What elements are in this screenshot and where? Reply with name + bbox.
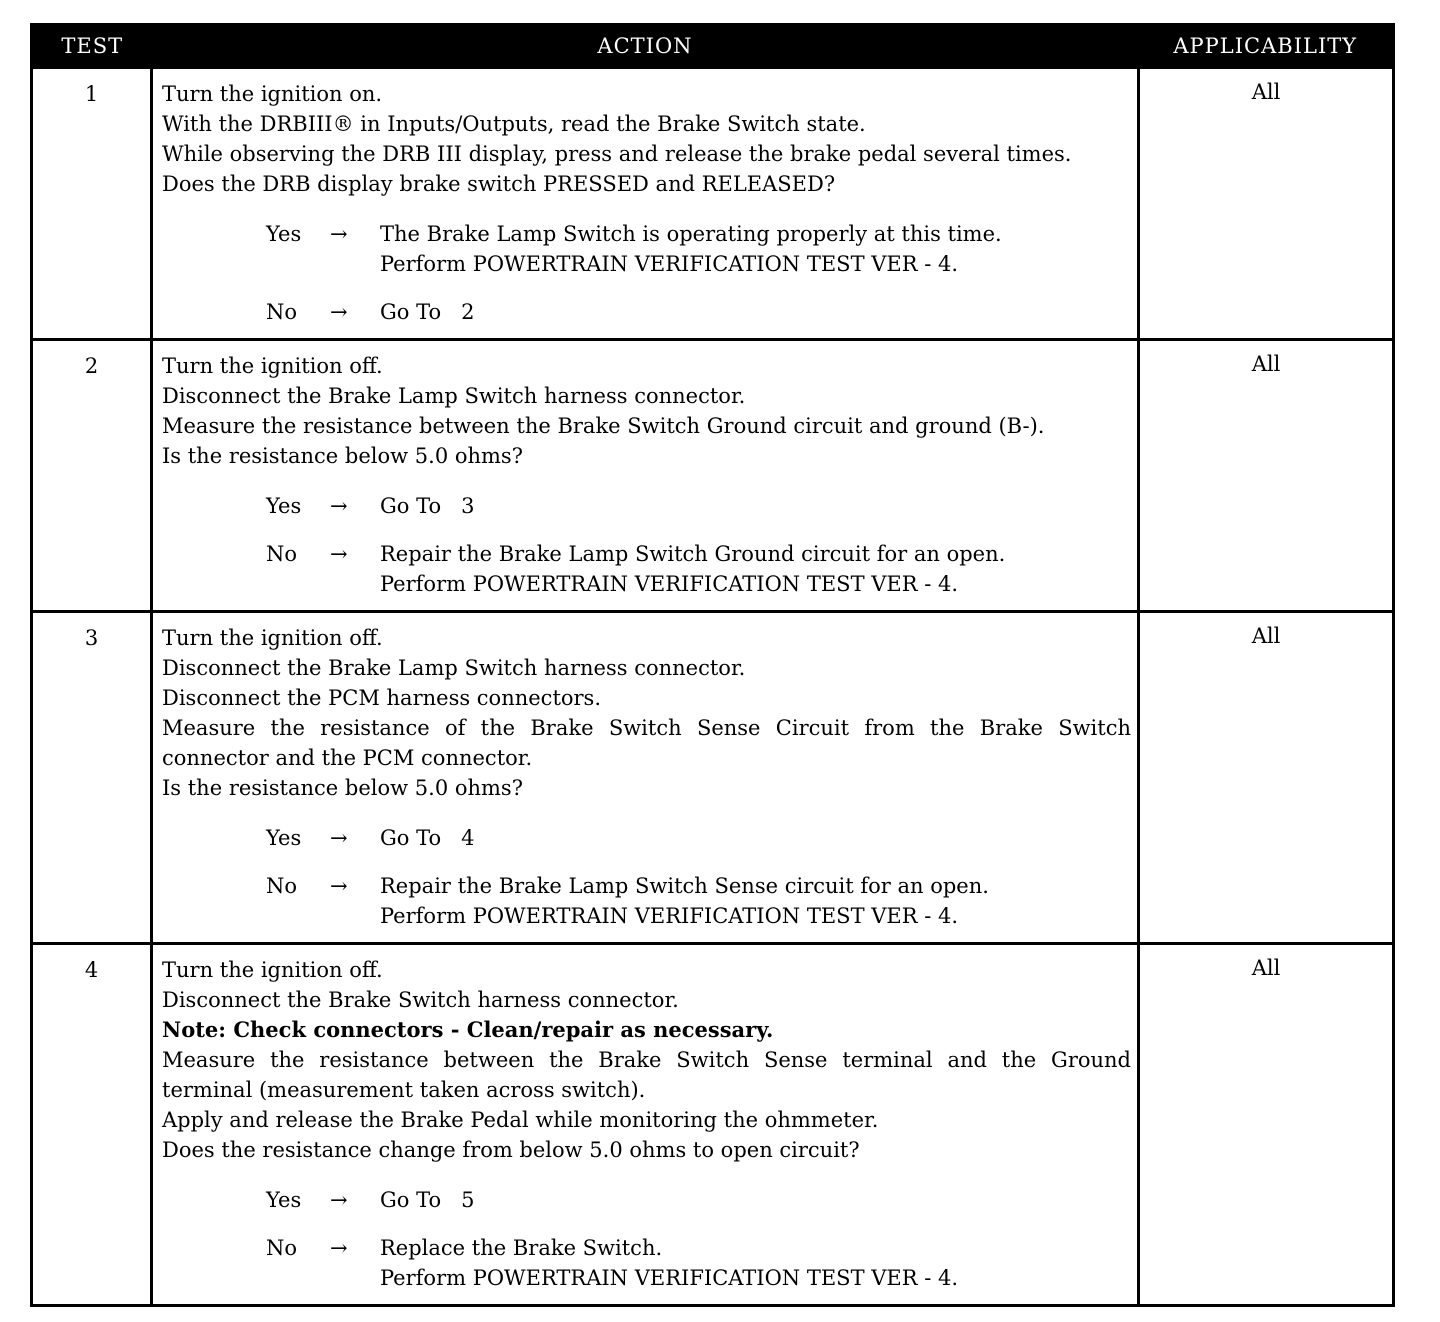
action-step: Disconnect the Brake Lamp Switch harness connector.	[162, 656, 746, 680]
table-row	[32, 68, 1394, 340]
action-step: With the DRBIII® in Inputs/Outputs, read the Brake Switch state.	[162, 112, 866, 136]
header-applicability: APPLICABILITY	[1139, 25, 1394, 68]
table-header-row	[32, 25, 1394, 68]
action-step: Measure the resistance between the Brake Switch Ground circuit and ground (B-).	[162, 414, 1045, 438]
no-outcome	[266, 539, 1131, 599]
no-outcome	[266, 1233, 1131, 1293]
action-step: Disconnect the Brake Lamp Switch harness connector.	[162, 384, 746, 408]
action-question: Does the resistance change from below 5.0 ohms to open circuit?	[162, 1138, 860, 1162]
applicability-value: All	[1139, 612, 1394, 944]
action-step: Turn the ignition off.	[162, 626, 383, 650]
test-number: 1	[32, 68, 152, 340]
header-action: ACTION	[152, 25, 1139, 68]
test-number: 2	[32, 340, 152, 612]
action-step: Turn the ignition off.	[162, 958, 383, 982]
arrow-icon: →	[330, 300, 348, 324]
action-step: While observing the DRB III display, press and release the brake pedal several times.	[162, 142, 1072, 166]
no-outcome	[266, 297, 1131, 327]
arrow-icon: →	[330, 494, 348, 518]
arrow-icon: →	[330, 1236, 348, 1260]
no-result: Perform POWERTRAIN VERIFICATION TEST VER - 4.	[380, 904, 959, 928]
action-note: Note: Check connectors - Clean/repair as necessary.	[162, 1017, 774, 1042]
action-step: Turn the ignition off.	[162, 354, 383, 378]
action-question: Does the DRB display brake switch PRESSED and RELEASED?	[162, 172, 836, 196]
applicability-value: All	[1139, 944, 1394, 1306]
applicability-value: All	[1139, 340, 1394, 612]
arrow-icon: →	[330, 874, 348, 898]
no-outcome	[266, 871, 1131, 931]
no-label: No	[266, 300, 298, 324]
arrow-icon: →	[330, 542, 348, 566]
action-question: Is the resistance below 5.0 ohms?	[162, 444, 523, 468]
yes-label: Yes	[266, 826, 302, 850]
no-result: Replace the Brake Switch.	[380, 1236, 663, 1260]
diagnostic-test-table	[30, 23, 1395, 1307]
no-label: No	[266, 874, 298, 898]
action-question: Is the resistance below 5.0 ohms?	[162, 776, 523, 800]
action-cell	[152, 944, 1139, 1306]
test-number: 3	[32, 612, 152, 944]
no-result: Perform POWERTRAIN VERIFICATION TEST VER - 4.	[380, 1266, 959, 1290]
table-row	[32, 340, 1394, 612]
no-result: Perform POWERTRAIN VERIFICATION TEST VER - 4.	[380, 572, 959, 596]
yes-outcome	[266, 219, 1131, 279]
yes-outcome	[266, 491, 1131, 521]
action-step: Measure the resistance between the Brake Switch Sense terminal and the Ground terminal (measurement taken across switch).	[162, 1048, 1131, 1102]
no-result: Repair the Brake Lamp Switch Ground circuit for an open.	[380, 542, 1006, 566]
header-test: TEST	[32, 25, 152, 68]
yes-result: Go To 5	[380, 1188, 475, 1212]
yes-result: Go To 3	[380, 494, 475, 518]
yes-outcome	[266, 823, 1131, 853]
arrow-icon: →	[330, 1188, 348, 1212]
no-result: Go To 2	[380, 300, 475, 324]
yes-result: Go To 4	[380, 826, 475, 850]
no-label: No	[266, 1236, 298, 1260]
action-step: Turn the ignition on.	[162, 82, 383, 106]
table-row	[32, 944, 1394, 1306]
action-cell	[152, 68, 1139, 340]
no-label: No	[266, 542, 298, 566]
arrow-icon: →	[330, 222, 348, 246]
action-step: Disconnect the PCM harness connectors.	[162, 686, 602, 710]
yes-result: The Brake Lamp Switch is operating properly at this time.	[380, 222, 1002, 246]
action-cell	[152, 612, 1139, 944]
yes-label: Yes	[266, 494, 302, 518]
test-number: 4	[32, 944, 152, 1306]
yes-outcome	[266, 1185, 1131, 1215]
action-cell	[152, 340, 1139, 612]
yes-label: Yes	[266, 1188, 302, 1212]
table-row	[32, 612, 1394, 944]
arrow-icon: →	[330, 826, 348, 850]
applicability-value: All	[1139, 68, 1394, 340]
yes-result: Perform POWERTRAIN VERIFICATION TEST VER - 4.	[380, 252, 959, 276]
no-result: Repair the Brake Lamp Switch Sense circuit for an open.	[380, 874, 989, 898]
yes-label: Yes	[266, 222, 302, 246]
action-step: Measure the resistance of the Brake Switch Sense Circuit from the Brake Switch connector and the PCM connector.	[162, 716, 1131, 770]
action-step: Disconnect the Brake Switch harness connector.	[162, 988, 679, 1012]
action-step: Apply and release the Brake Pedal while monitoring the ohmmeter.	[162, 1108, 879, 1132]
